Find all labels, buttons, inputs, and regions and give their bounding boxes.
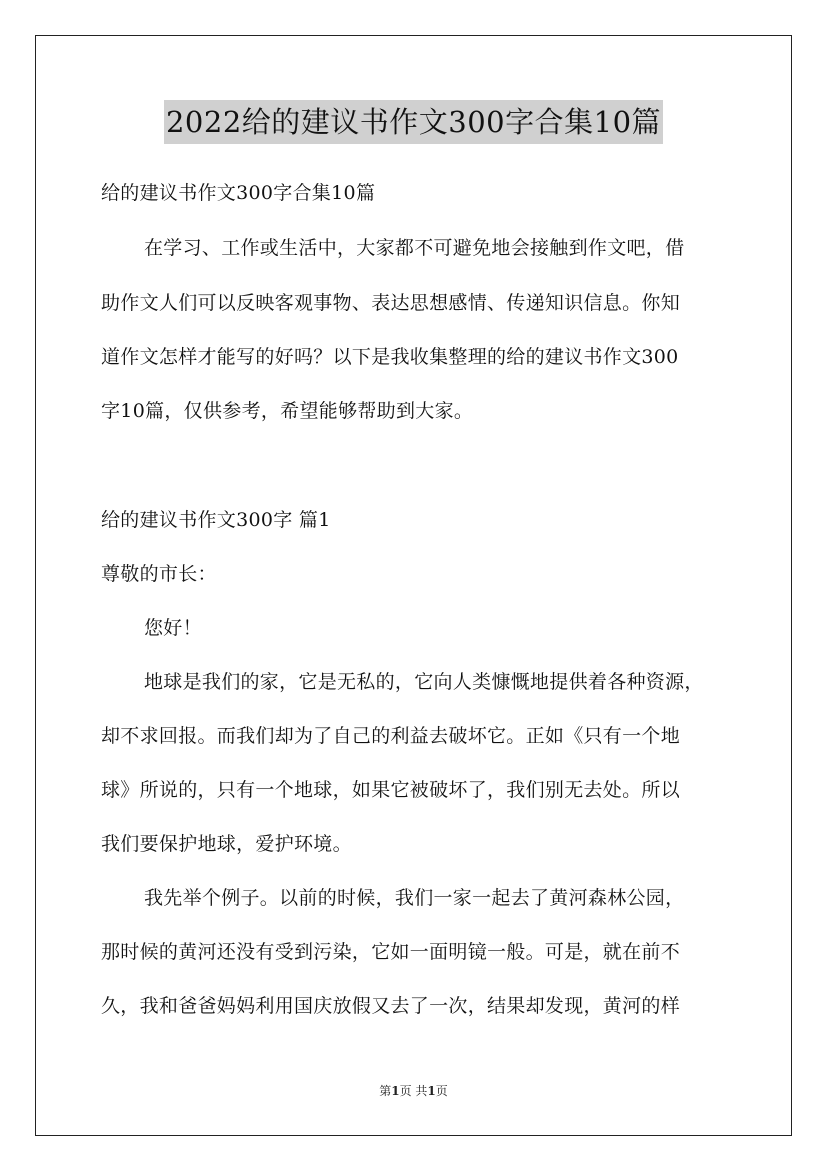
paragraph1-line-2: 却不求回报。而我们却为了自己的利益去破坏它。正如《只有一个地	[101, 725, 681, 747]
paragraph1-line-1: 地球是我们的家，它是无私的，它向人类慷慨地提供着各种资源，	[144, 671, 704, 693]
paragraph2-line-1: 我先举个例子。以前的时候，我们一家一起去了黄河森林公园，	[144, 887, 685, 909]
document-title: 2022给的建议书作文300字合集10篇	[164, 100, 663, 144]
intro-line-3: 道作文怎样才能写的好吗？以下是我收集整理的给的建议书作文300	[101, 346, 679, 368]
title-container	[0, 100, 827, 144]
section-heading: 给的建议书作文300字 篇1	[101, 509, 331, 531]
greeting: 您好！	[144, 617, 202, 639]
page-footer	[0, 1083, 827, 1099]
salutation: 尊敬的市长：	[101, 563, 217, 585]
intro-line-4: 字10篇，仅供参考，希望能够帮助到大家。	[101, 400, 474, 422]
footer-page-mid: 页 共	[399, 1084, 428, 1098]
paragraph2-line-2: 那时候的黄河还没有受到污染，它如一面明镜一般。可是，就在前不	[101, 941, 681, 963]
paragraph1-line-3: 球》所说的，只有一个地球，如果它被破坏了，我们别无去处。所以	[101, 779, 681, 801]
footer-page-suffix: 页	[435, 1084, 448, 1098]
intro-line-1: 在学习、工作或生活中，大家都不可避免地会接触到作文吧，借	[144, 237, 685, 259]
footer-current-page: 1	[391, 1084, 400, 1098]
document-subtitle: 给的建议书作文300字合集10篇	[101, 182, 376, 204]
paragraph1-line-4: 我们要保护地球，爱护环境。	[101, 833, 352, 855]
footer-total-pages: 1	[427, 1084, 436, 1098]
intro-line-2: 助作文人们可以反映客观事物、表达思想感情、传递知识信息。你知	[101, 292, 681, 314]
paragraph2-line-3: 久，我和爸爸妈妈利用国庆放假又去了一次，结果却发现，黄河的样	[101, 995, 681, 1017]
footer-page-prefix: 第	[379, 1084, 392, 1098]
